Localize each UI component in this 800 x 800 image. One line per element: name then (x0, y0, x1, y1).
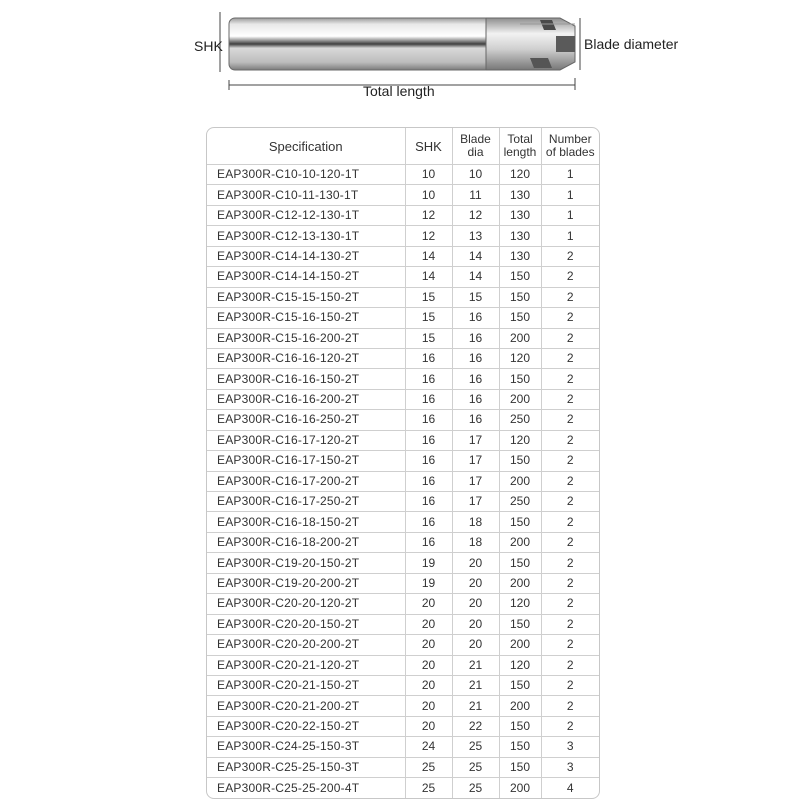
total-length-cell: 120 (499, 655, 541, 675)
header-total-length: Total length (499, 128, 541, 165)
blade-dia-cell: 17 (452, 471, 499, 491)
blades-cell: 2 (541, 696, 599, 716)
shk-cell: 10 (405, 185, 452, 205)
spec-cell: EAP300R-C16-16-200-2T (207, 389, 405, 409)
total-length-cell: 250 (499, 492, 541, 512)
spec-cell: EAP300R-C14-14-130-2T (207, 246, 405, 266)
shk-cell: 19 (405, 573, 452, 593)
blade-dia-cell: 21 (452, 655, 499, 675)
spec-cell: EAP300R-C20-20-200-2T (207, 635, 405, 655)
total-length-cell: 250 (499, 410, 541, 430)
blade-dia-cell: 21 (452, 675, 499, 695)
table-row (207, 532, 599, 552)
spec-cell: EAP300R-C20-21-200-2T (207, 696, 405, 716)
table-body (207, 165, 599, 799)
table-row (207, 675, 599, 695)
spec-cell: EAP300R-C16-17-120-2T (207, 430, 405, 450)
total-length-cell: 120 (499, 430, 541, 450)
table-row (207, 512, 599, 532)
blades-cell: 1 (541, 226, 599, 246)
table-row (207, 737, 599, 757)
total-length-cell: 200 (499, 328, 541, 348)
shk-cell: 15 (405, 287, 452, 307)
blade-dia-cell: 16 (452, 328, 499, 348)
blade-dia-cell: 12 (452, 205, 499, 225)
blade-dia-cell: 25 (452, 757, 499, 777)
shk-cell: 16 (405, 389, 452, 409)
blade-dia-cell: 17 (452, 430, 499, 450)
total-length-cell: 150 (499, 757, 541, 777)
table-row (207, 328, 599, 348)
total-length-cell: 120 (499, 594, 541, 614)
shk-cell: 16 (405, 451, 452, 471)
spec-cell: EAP300R-C16-17-200-2T (207, 471, 405, 491)
blade-dia-cell: 11 (452, 185, 499, 205)
spec-cell: EAP300R-C25-25-200-4T (207, 778, 405, 798)
spec-cell: EAP300R-C14-14-150-2T (207, 267, 405, 287)
blades-cell: 2 (541, 614, 599, 634)
total-length-cell: 150 (499, 451, 541, 471)
blades-cell: 2 (541, 410, 599, 430)
blades-cell: 2 (541, 532, 599, 552)
total-length-cell: 120 (499, 165, 541, 185)
total-length-cell: 200 (499, 532, 541, 552)
table-row (207, 655, 599, 675)
total-length-cell: 200 (499, 573, 541, 593)
blade-dia-cell: 13 (452, 226, 499, 246)
shk-cell: 14 (405, 246, 452, 266)
table-row (207, 594, 599, 614)
blades-cell: 1 (541, 165, 599, 185)
blade-dia-cell: 18 (452, 512, 499, 532)
blade-dia-cell: 16 (452, 308, 499, 328)
table-row (207, 185, 599, 205)
shk-cell: 25 (405, 778, 452, 798)
spec-cell: EAP300R-C16-18-200-2T (207, 532, 405, 552)
blades-cell: 2 (541, 267, 599, 287)
tool-head (486, 18, 575, 70)
table-row (207, 635, 599, 655)
spec-cell: EAP300R-C10-10-120-1T (207, 165, 405, 185)
total-length-cell: 150 (499, 614, 541, 634)
blade-dia-cell: 16 (452, 369, 499, 389)
spec-cell: EAP300R-C16-17-150-2T (207, 451, 405, 471)
blade-dia-cell: 10 (452, 165, 499, 185)
spec-cell: EAP300R-C12-13-130-1T (207, 226, 405, 246)
header-number-of-blades: Number of blades (541, 128, 599, 165)
blades-cell: 2 (541, 675, 599, 695)
blades-cell: 2 (541, 287, 599, 307)
blades-cell: 1 (541, 185, 599, 205)
blade-dia-cell: 25 (452, 778, 499, 798)
blades-cell: 2 (541, 348, 599, 368)
table-row (207, 451, 599, 471)
blades-cell: 2 (541, 451, 599, 471)
blades-cell: 2 (541, 328, 599, 348)
table-row (207, 246, 599, 266)
total-length-cell: 150 (499, 737, 541, 757)
blades-cell: 4 (541, 778, 599, 798)
shk-cell: 12 (405, 205, 452, 225)
blade-dia-cell: 16 (452, 389, 499, 409)
spec-cell: EAP300R-C20-20-150-2T (207, 614, 405, 634)
total-length-cell: 150 (499, 287, 541, 307)
blade-dia-cell: 16 (452, 410, 499, 430)
blades-cell: 2 (541, 635, 599, 655)
blade-dia-cell: 21 (452, 696, 499, 716)
table-row (207, 410, 599, 430)
total-length-cell: 200 (499, 471, 541, 491)
shk-cell: 20 (405, 594, 452, 614)
shk-cell: 20 (405, 716, 452, 736)
shk-cell: 16 (405, 492, 452, 512)
shk-cell: 16 (405, 410, 452, 430)
blades-cell: 1 (541, 205, 599, 225)
total-length-cell: 150 (499, 512, 541, 532)
shk-cell: 20 (405, 635, 452, 655)
blade-dia-cell: 14 (452, 246, 499, 266)
spec-cell: EAP300R-C16-18-150-2T (207, 512, 405, 532)
spec-cell: EAP300R-C20-21-120-2T (207, 655, 405, 675)
table-row (207, 757, 599, 777)
spec-cell: EAP300R-C25-25-150-3T (207, 757, 405, 777)
shk-cell: 20 (405, 696, 452, 716)
shk-cell: 12 (405, 226, 452, 246)
total-length-cell: 130 (499, 205, 541, 225)
table-row (207, 573, 599, 593)
table-row (207, 287, 599, 307)
shk-cell: 20 (405, 675, 452, 695)
blade-dia-cell: 15 (452, 287, 499, 307)
shk-cell: 16 (405, 348, 452, 368)
blade-dia-cell: 16 (452, 348, 499, 368)
table-row (207, 471, 599, 491)
spec-cell: EAP300R-C15-16-200-2T (207, 328, 405, 348)
spec-cell: EAP300R-C12-12-130-1T (207, 205, 405, 225)
table-header-row (207, 128, 599, 165)
table-row (207, 369, 599, 389)
table-row (207, 226, 599, 246)
blades-cell: 2 (541, 512, 599, 532)
blade-dia-cell: 17 (452, 492, 499, 512)
table-row (207, 696, 599, 716)
total-length-label: Total length (363, 83, 435, 99)
total-length-cell: 130 (499, 246, 541, 266)
table-row (207, 165, 599, 185)
shk-cell: 14 (405, 267, 452, 287)
shk-cell: 20 (405, 655, 452, 675)
table-row (207, 492, 599, 512)
table-row (207, 389, 599, 409)
blade-dia-cell: 20 (452, 594, 499, 614)
spec-cell: EAP300R-C15-15-150-2T (207, 287, 405, 307)
blades-cell: 2 (541, 716, 599, 736)
table-row (207, 308, 599, 328)
table-row (207, 614, 599, 634)
total-length-cell: 120 (499, 348, 541, 368)
table-row (207, 553, 599, 573)
blades-cell: 3 (541, 757, 599, 777)
spec-cell: EAP300R-C24-25-150-3T (207, 737, 405, 757)
blades-cell: 2 (541, 246, 599, 266)
header-shk: SHK (405, 128, 452, 165)
total-length-cell: 150 (499, 716, 541, 736)
table-row (207, 267, 599, 287)
total-length-cell: 150 (499, 553, 541, 573)
blade-dia-cell: 17 (452, 451, 499, 471)
blades-cell: 3 (541, 737, 599, 757)
blades-cell: 2 (541, 389, 599, 409)
total-length-cell: 130 (499, 226, 541, 246)
total-length-cell: 150 (499, 675, 541, 695)
table-row (207, 430, 599, 450)
shk-cell: 10 (405, 165, 452, 185)
spec-cell: EAP300R-C20-20-120-2T (207, 594, 405, 614)
blade-diameter-label: Blade diameter (584, 36, 679, 52)
spec-cell: EAP300R-C20-21-150-2T (207, 675, 405, 695)
shk-cell: 15 (405, 328, 452, 348)
blades-cell: 2 (541, 655, 599, 675)
shk-cell: 19 (405, 553, 452, 573)
spec-cell: EAP300R-C16-16-250-2T (207, 410, 405, 430)
spec-cell: EAP300R-C16-16-120-2T (207, 348, 405, 368)
blades-cell: 2 (541, 594, 599, 614)
shk-cell: 16 (405, 512, 452, 532)
shk-cell: 20 (405, 614, 452, 634)
blade-dia-cell: 20 (452, 614, 499, 634)
total-length-cell: 200 (499, 778, 541, 798)
total-length-cell: 150 (499, 369, 541, 389)
blades-cell: 2 (541, 471, 599, 491)
table-row (207, 348, 599, 368)
total-length-cell: 150 (499, 308, 541, 328)
table-row (207, 205, 599, 225)
tool-shank (229, 18, 491, 70)
total-length-cell: 200 (499, 389, 541, 409)
blades-cell: 2 (541, 369, 599, 389)
tool-diagram (0, 0, 800, 110)
blade-dia-cell: 14 (452, 267, 499, 287)
table-row (207, 778, 599, 798)
blade-dia-cell: 22 (452, 716, 499, 736)
spec-cell: EAP300R-C15-16-150-2T (207, 308, 405, 328)
table-row (207, 716, 599, 736)
spec-cell: EAP300R-C19-20-200-2T (207, 573, 405, 593)
shk-cell: 16 (405, 532, 452, 552)
spec-cell: EAP300R-C10-11-130-1T (207, 185, 405, 205)
blade-dia-cell: 18 (452, 532, 499, 552)
blades-cell: 2 (541, 573, 599, 593)
header-blade-dia: Blade dia (452, 128, 499, 165)
blades-cell: 2 (541, 553, 599, 573)
specification-table (206, 127, 600, 799)
blades-cell: 2 (541, 308, 599, 328)
blade-dia-cell: 20 (452, 573, 499, 593)
blade-dia-cell: 20 (452, 553, 499, 573)
header-specification: Specification (207, 128, 405, 165)
blade-dia-cell: 25 (452, 737, 499, 757)
shk-cell: 16 (405, 430, 452, 450)
total-length-cell: 200 (499, 635, 541, 655)
blades-cell: 2 (541, 492, 599, 512)
blades-cell: 2 (541, 430, 599, 450)
spec-cell: EAP300R-C19-20-150-2T (207, 553, 405, 573)
spec-cell: EAP300R-C20-22-150-2T (207, 716, 405, 736)
spec-cell: EAP300R-C16-17-250-2T (207, 492, 405, 512)
shk-label: SHK (194, 38, 223, 54)
total-length-cell: 150 (499, 267, 541, 287)
total-length-cell: 130 (499, 185, 541, 205)
shk-cell: 25 (405, 757, 452, 777)
total-length-cell: 200 (499, 696, 541, 716)
blade-dia-cell: 20 (452, 635, 499, 655)
shk-cell: 24 (405, 737, 452, 757)
shk-cell: 16 (405, 471, 452, 491)
shk-cell: 16 (405, 369, 452, 389)
spec-cell: EAP300R-C16-16-150-2T (207, 369, 405, 389)
shk-cell: 15 (405, 308, 452, 328)
